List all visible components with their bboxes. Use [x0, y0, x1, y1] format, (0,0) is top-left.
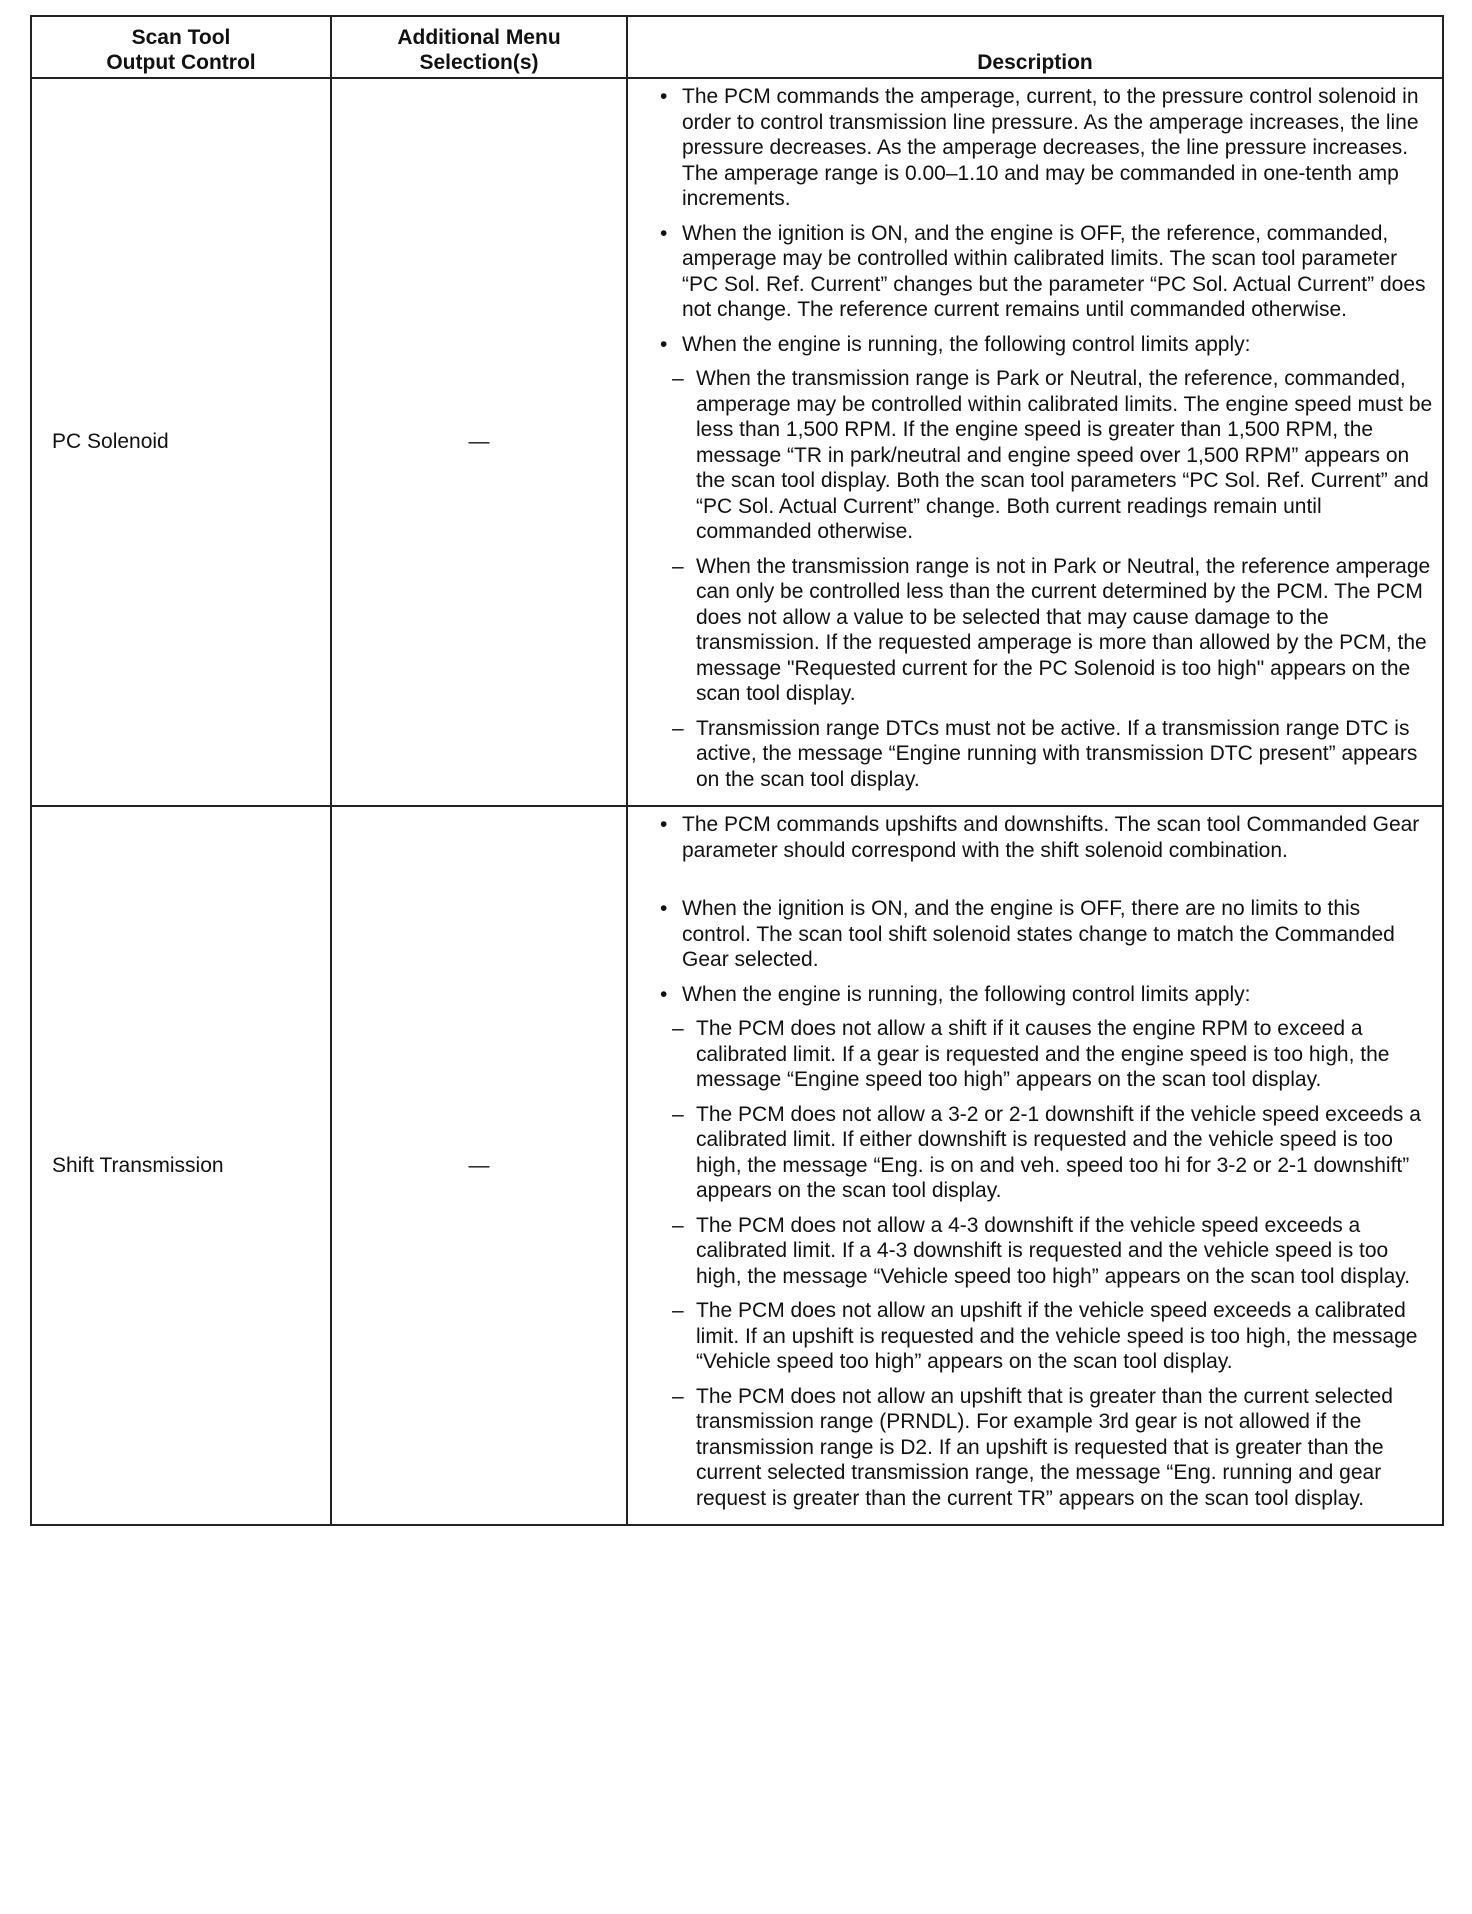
header-row [31, 16, 1443, 78]
description-sub-item: – The PCM does not allow an upshift that is greater than the current selected transmission range (PRNDL). For example 3rd gear is not allowed if the transmission range is D2. If an upshift is requested that is greater than the current selected transmission range, the message “Eng. running and gear request is greater than the current TR” appears on the scan tool display. [672, 1384, 1393, 1510]
description-sub-item: – The PCM does not allow a shift if it causes the engine RPM to exceed a calibrated limit. If a gear is requested and the engine speed is too high, the message “Engine speed too high” appears on the scan tool display. [672, 1017, 1390, 1091]
header-description [627, 16, 1443, 78]
description-bullet: • The PCM commands upshifts and downshifts. The scan tool Commanded Gear parameter should correspond with the shift solenoid combination. [660, 813, 1420, 862]
header-col3: Description [977, 51, 1093, 74]
table-row-pc-solenoid [31, 78, 1443, 806]
spacer [658, 872, 1434, 896]
control-name-cell: PC Solenoid [31, 78, 331, 806]
description-sub-item: – Transmission range DTCs must not be active. If a transmission range DTC is active, the message “Engine running with transmission DTC present” appears on the scan tool display. [672, 716, 1418, 791]
description-sub-item: – When the transmission range is Park or Neutral, the reference, commanded, amperage may be controlled within calibrated limits. The engine speed must be less than 1,500 RPM. If the engine speed is greater than 1,500 RPM, the message “TR in park/neutral and engine speed over 1,500 RPM” appears on the scan tool display. Both the scan tool parameters “PC Sol. Ref. Current” and “PC Sol. Actual Current” change. Both current readings remain until commanded otherwise. [672, 367, 1433, 543]
table-row-shift-transmission [31, 806, 1443, 1525]
description-sub-item: – The PCM does not allow an upshift if the vehicle speed exceeds a calibrated limit. If an upshift is requested and the vehicle speed is too high, the message “Vehicle speed too high” appears on the scan tool display. [672, 1299, 1418, 1373]
control-name-cell: Shift Transmission [31, 806, 331, 1525]
description-sub-item: – The PCM does not allow a 4-3 downshift if the vehicle speed exceeds a calibrated limit. If a 4-3 downshift is requested and the vehicle speed is too high, the message “Vehicle speed too high” appears on the scan tool display. [672, 1213, 1411, 1288]
description-bullet: • When the ignition is ON, and the engine is OFF, the reference, commanded, amperage may be controlled within calibrated limits. The scan tool parameter “PC Sol. Ref. Current” changes but the parameter “PC Sol. Actual Current” does not change. The reference current remains until commanded otherwise. [660, 221, 1426, 321]
description-sub-item: – When the transmission range is not in Park or Neutral, the reference amperage can only be controlled less than the current determined by the PCM. The PCM does not allow a value to be selected that may cause damage to the transmission. If the requested amperage is more than allowed by the PCM, the message "Requested current for the PC Solenoid is too high" appears on the scan tool display. [672, 554, 1431, 705]
header-col1-line2: Output Control [106, 51, 256, 74]
header-col2-line2: Selection(s) [419, 51, 539, 74]
menu-selection-cell: — [331, 78, 627, 806]
description-bullet: • The PCM commands the amperage, current, to the pressure control solenoid in order to control transmission line pressure. As the amperage increases, the line pressure decreases. As the amperage decreases, the line pressure increases. The amperage range is 0.00–1.10 and may be commanded in one-tenth amp increments. [660, 85, 1419, 210]
header-col1-line1: Scan Tool [131, 26, 231, 49]
menu-selection-cell: — [331, 806, 627, 1525]
description-cell [627, 806, 1443, 1525]
scan-tool-output-control-table [30, 15, 1444, 1526]
description-bullet: • When the ignition is ON, and the engine is OFF, there are no limits to this control. The scan tool shift solenoid states change to match the Commanded Gear selected. [660, 897, 1395, 971]
description-sub-item: – The PCM does not allow a 3-2 or 2-1 downshift if the vehicle speed exceeds a calibrated limit. If either downshift is requested and the vehicle speed is too high, the message “Eng. is on and veh. speed too hi for 3-2 or 2-1 downshift” appears on the scan tool display. [672, 1102, 1421, 1202]
header-additional-menu-selections [331, 16, 627, 78]
description-cell [627, 78, 1443, 806]
header-col2-line1: Additional Menu [397, 26, 561, 49]
description-bullet: • When the engine is running, the following control limits apply: [660, 982, 1251, 1006]
header-scan-tool-output-control [31, 16, 331, 78]
description-bullet: • When the engine is running, the following control limits apply: [660, 332, 1251, 356]
